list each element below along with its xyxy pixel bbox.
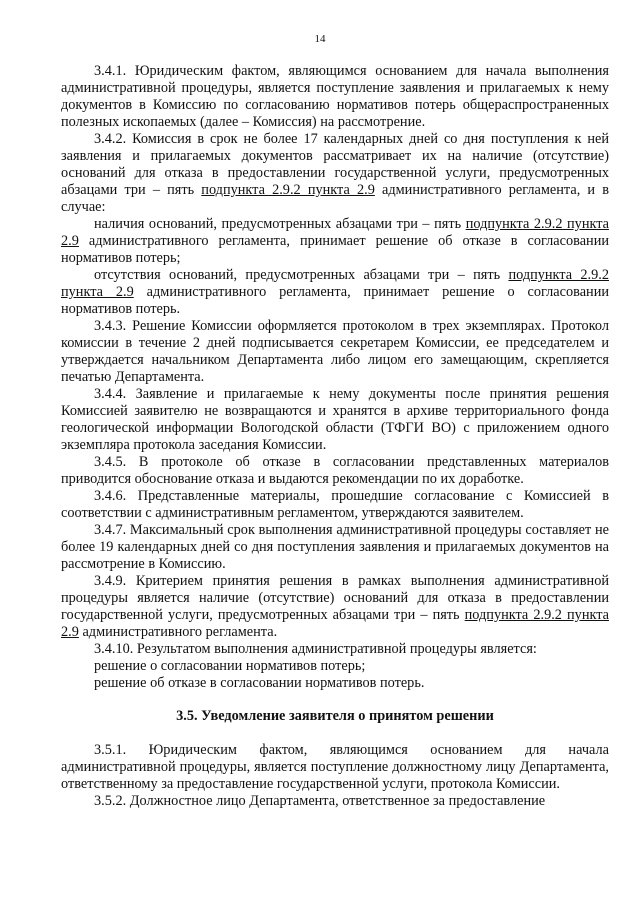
- section-heading: 3.5. Уведомление заявителя о принятом решении: [176, 708, 494, 724]
- paragraph-p352: [61, 793, 609, 810]
- paragraph-text: административного регламента, и в случае:: [61, 182, 609, 215]
- paragraph-text: 3.5.1. Юридическим фактом, являющимся основанием для начала административной процедуры, является поступление должностному лицу Департамента, ответственному за предоставление государственной услуги, протокола Комиссии.: [61, 742, 609, 792]
- paragraph-text: 3.4.10. Результатом выполнения административной процедуры является:: [94, 641, 537, 657]
- paragraph-text: 3.4.5. В протоколе об отказе в согласовании представленных материалов приводится обоснование отказа и выдаются рекомендации по их доработке.: [61, 454, 609, 487]
- section-3-5-body: [61, 742, 609, 810]
- paragraph-text: отсутствия оснований, предусмотренных абзацами три – пять: [94, 267, 509, 283]
- regulation-reference-link[interactable]: подпункта 2.9.2 пункта 2.9: [61, 216, 610, 249]
- document-body: [61, 63, 609, 810]
- paragraph-text: 3.4.1. Юридическим фактом, являющимся основанием для начала выполнения административной процедуры, является поступление заявления и прилагаемых к нему документов в Комиссию по согласованию нормативов потерь общераспространенных полезных ископаемых (далее – Комиссия) на рассмотрение.: [61, 63, 609, 130]
- paragraph-text: административного регламента, принимает решение об отказе в согласовании нормативов потерь;: [61, 233, 609, 266]
- paragraph-text: административного регламента, принимает решение о согласовании нормативов потерь.: [61, 284, 609, 317]
- regulation-reference-link[interactable]: подпункта 2.9.2 пункта 2.9: [201, 182, 375, 198]
- paragraph-p341: [61, 63, 609, 131]
- paragraph-p347: [61, 522, 609, 573]
- paragraph-text: 3.4.3. Решение Комиссии оформляется протоколом в трех экземплярах. Протокол комиссии в течение 2 дней подписывается секретарем Комиссии, ее председателем и утверждается начальником Департамента либо лицом его замещающим, скрепляется печатью Департамента.: [61, 318, 609, 385]
- paragraph-p344: [61, 386, 609, 454]
- paragraph-p346: [61, 488, 609, 522]
- paragraph-p342: [61, 131, 609, 216]
- paragraph-text: 3.4.9. Критерием принятия решения в рамках выполнения административной процедуры является наличие (отсутствие) оснований для отказа в предоставлении государственной услуги, предусмотренных абзацами три – пять: [61, 573, 609, 623]
- paragraph-text: 3.4.4. Заявление и прилагаемые к нему документы после принятия решения Комиссией заявителю не возвращаются и хранятся в архиве территориального фонда геологической информации Вологодской области (ТФГИ ВО) с приложением одного экземпляра протокола заседания Комиссии.: [61, 386, 609, 453]
- paragraph-text: 3.4.7. Максимальный срок выполнения административной процедуры составляет не более 19 календарных дней со дня поступления заявления и прилагаемых документов на рассмотрение в Комиссию.: [61, 522, 609, 572]
- paragraph-text: решение об отказе в согласовании нормативов потерь.: [94, 675, 425, 691]
- paragraph-text: решение о согласовании нормативов потерь;: [94, 658, 366, 674]
- paragraph-p3410: [61, 641, 609, 658]
- paragraph-p342a: [61, 216, 609, 267]
- paragraph-text: наличия оснований, предусмотренных абзацами три – пять: [94, 216, 466, 232]
- regulation-reference-link[interactable]: подпункта 2.9.2 пункта 2.9: [61, 267, 609, 300]
- paragraph-p3410a: [61, 658, 609, 675]
- paragraph-p3410b: [61, 675, 609, 692]
- paragraph-p343: [61, 318, 609, 386]
- paragraph-text: 3.4.6. Представленные материалы, прошедшие согласование с Комиссией в соответствии с административным регламентом, утверждаются заявителем.: [61, 488, 609, 521]
- paragraph-p351: [61, 742, 609, 793]
- regulation-reference-link[interactable]: подпункта 2.9.2 пункта 2.9: [61, 607, 609, 640]
- paragraph-p349: [61, 573, 609, 641]
- page-number: 14: [314, 33, 326, 45]
- paragraph-text: 3.4.2. Комиссия в срок не более 17 календарных дней со дня поступления к ней заявления и прилагаемых документов рассматривает их на наличие (отсутствие) оснований для отказа в предоставлении государственной услуги, предусмотренных абзацами три – пять: [61, 131, 609, 198]
- paragraph-text: административного регламента.: [78, 624, 278, 640]
- paragraph-p342b: [61, 267, 609, 318]
- section-3-4-body: [61, 63, 609, 692]
- paragraph-p345: [61, 454, 609, 488]
- paragraph-text: 3.5.2. Должностное лицо Департамента, ответственное за предоставление: [94, 793, 546, 809]
